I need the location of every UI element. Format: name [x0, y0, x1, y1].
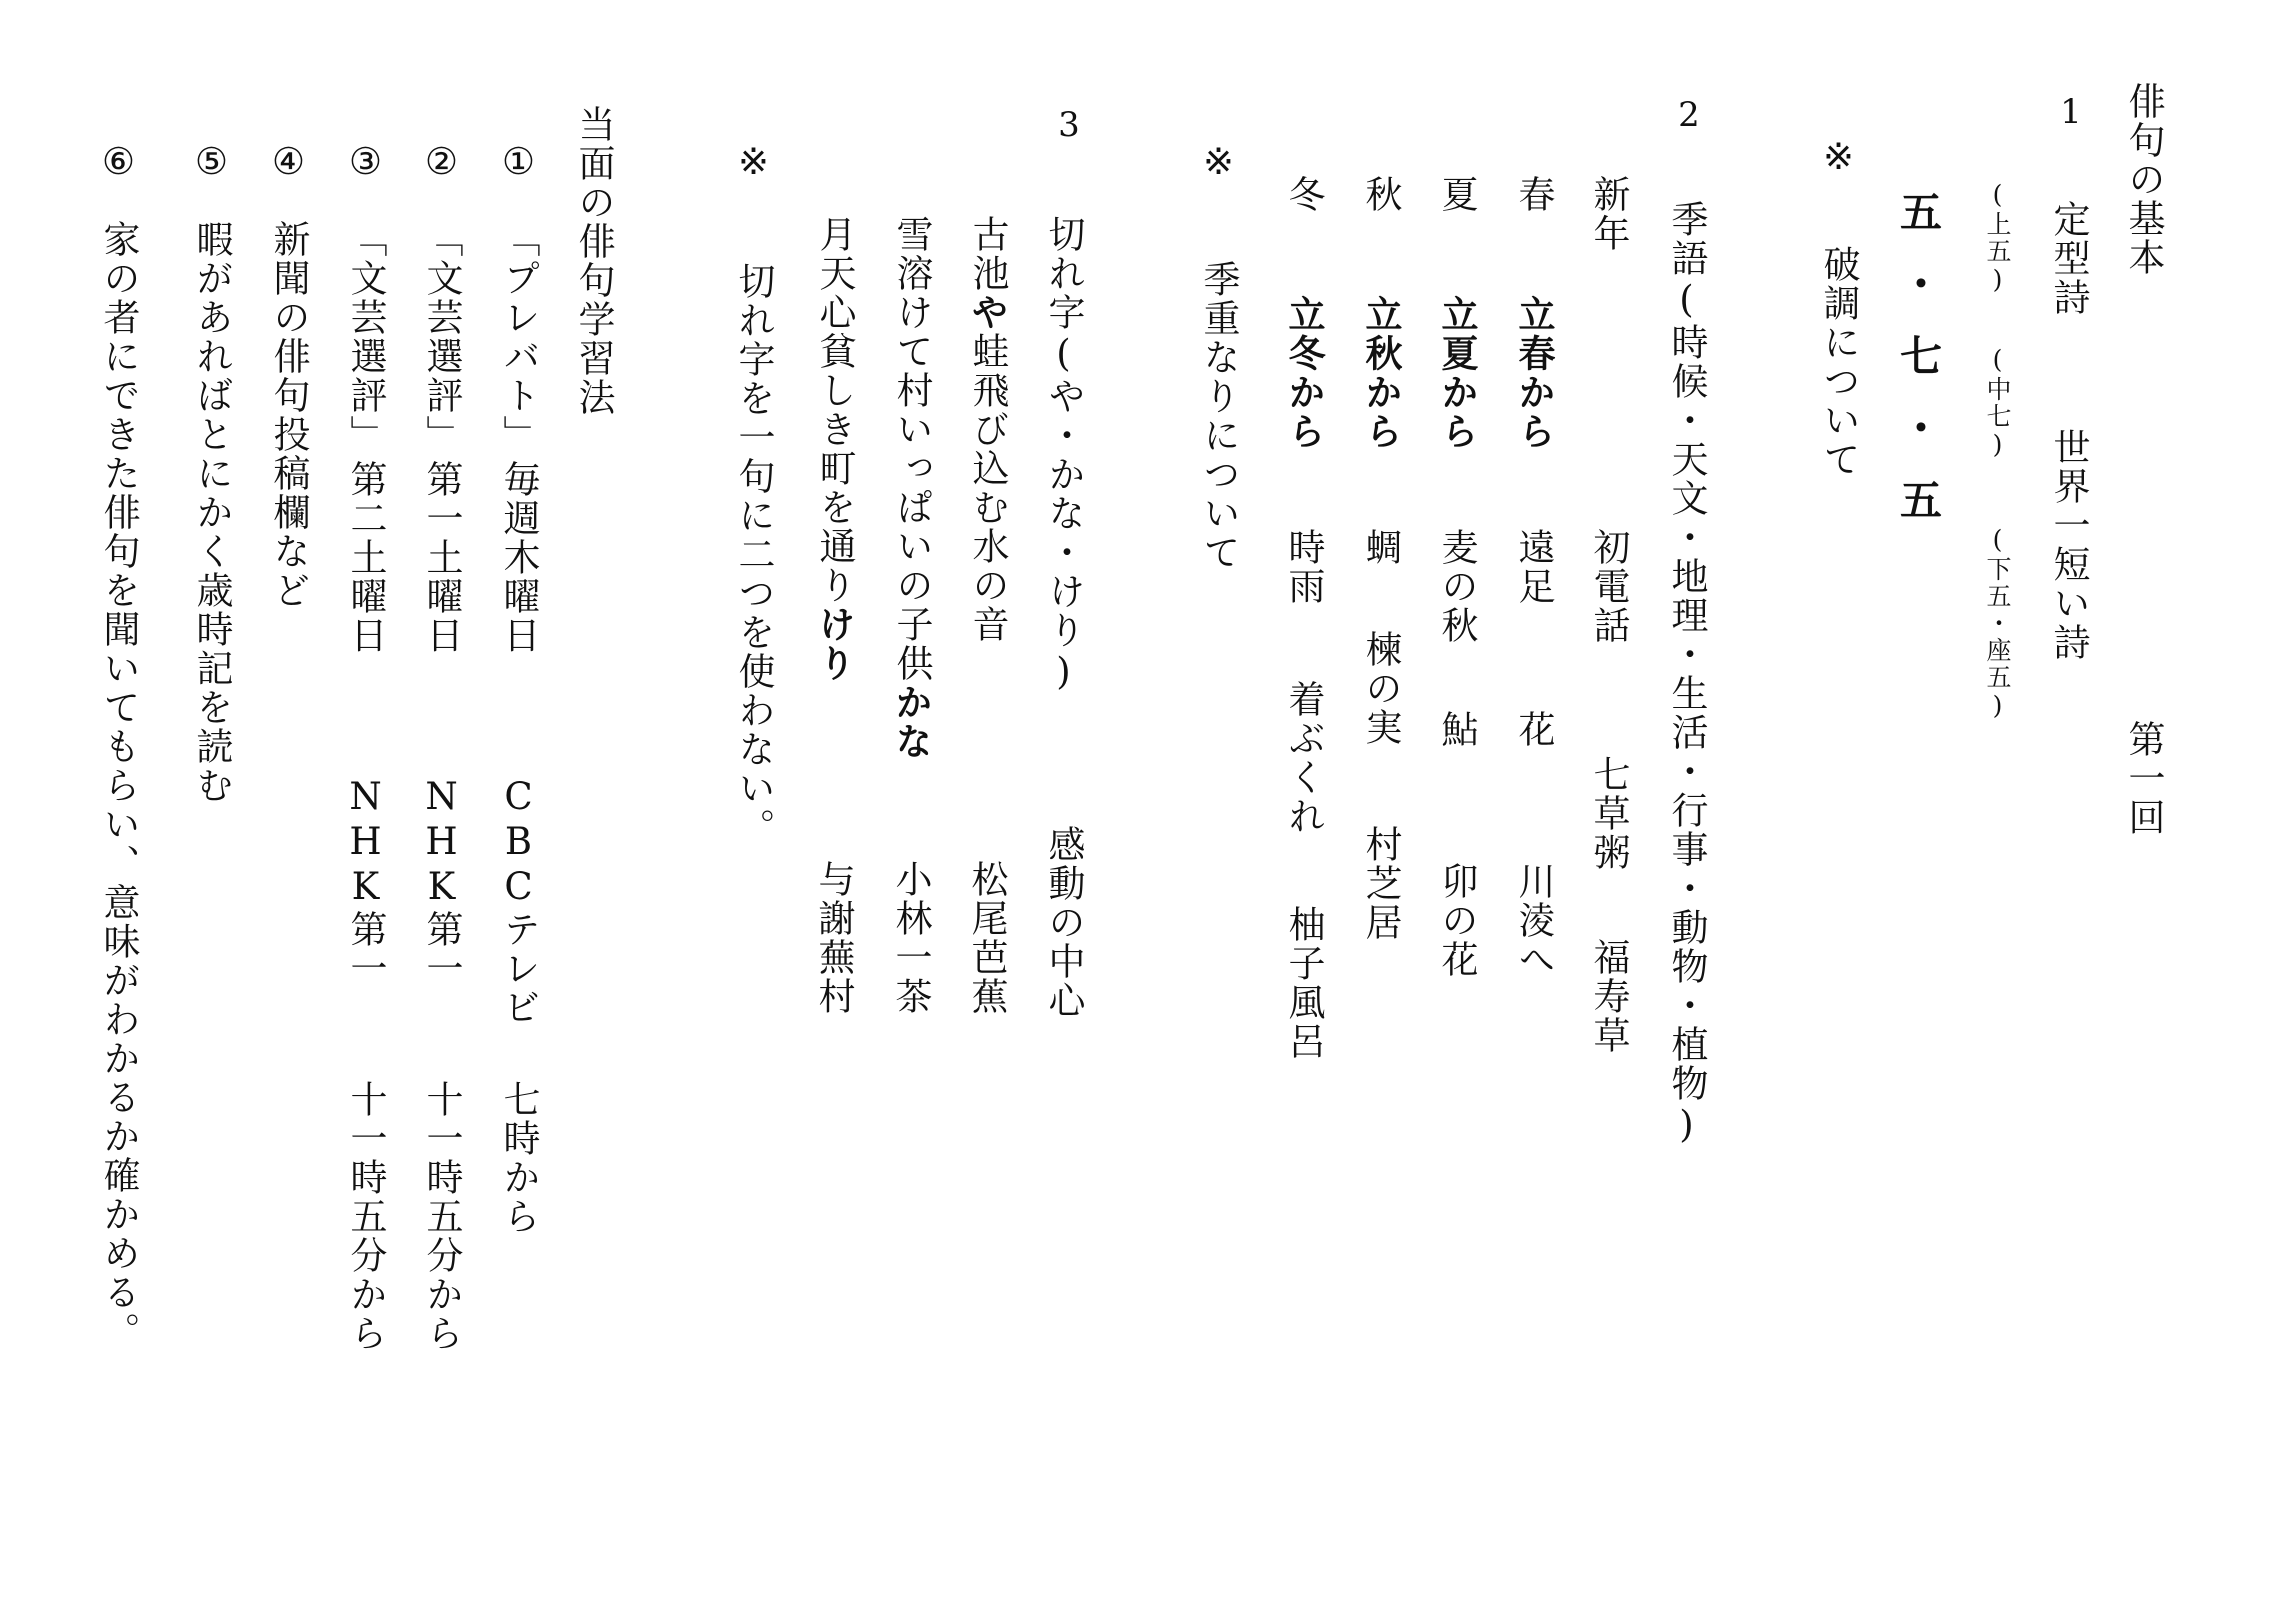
item-title: 「文芸選評」 — [420, 220, 463, 454]
item-day: 毎週木曜日 — [497, 460, 540, 655]
haiku-author: 松尾芭蕉 — [965, 860, 1008, 1016]
item-mark: ② — [420, 140, 463, 185]
haiku-example: 雪溶けて村いっぱいの子供かな — [889, 215, 933, 761]
kigo-word: 楝の実 — [1359, 630, 1402, 747]
item-time: 七時から — [497, 1080, 540, 1236]
kigo-word: 卯の花 — [1435, 862, 1478, 979]
session-label: 第一回 — [2122, 720, 2165, 837]
kigo-word: 村芝居 — [1359, 825, 1402, 942]
season-label: 夏 — [1435, 175, 1478, 214]
section-1-desc: 世界一短い詩 — [2047, 428, 2090, 662]
haiku-example: 月天心貧しき町を通りけり — [812, 215, 856, 683]
kigo-word: 花 — [1512, 710, 1555, 749]
pos-middle: (中七) — [1983, 345, 2012, 461]
s3-note-mark: ※ — [732, 140, 775, 185]
item-title: 新聞の俳句投稿欄など — [267, 220, 310, 610]
study-heading: 当面の俳句学習法 — [572, 105, 615, 417]
kigo-word: 福寿草 — [1587, 938, 1630, 1055]
item-mark: ④ — [267, 140, 310, 185]
haiku-example: 古池や蛙飛び込む水の音 — [965, 215, 1009, 644]
item-day: 第二土曜日 — [344, 460, 387, 655]
pos-lower: (下五・座五) — [1983, 525, 2012, 722]
kigo-word: 遠足 — [1512, 528, 1555, 606]
pos-upper: (上五) — [1983, 180, 2012, 296]
section-2-number: 2 — [1669, 95, 1709, 137]
section-1-label: 定型詩 — [2047, 200, 2090, 317]
item-channel: NHK第一 — [344, 775, 387, 988]
season-label: 秋 — [1359, 175, 1402, 214]
season-label: 春 — [1512, 175, 1555, 214]
item-mark: ③ — [344, 140, 387, 185]
season-label: 冬 — [1282, 175, 1325, 214]
s3-note: 切れ字を一句に二つを使わない。 — [732, 262, 775, 847]
season-label: 新年 — [1587, 175, 1630, 253]
item-title: 暇があればとにかく歳時記を読む — [190, 220, 233, 805]
section-3-center: 感動の中心 — [1042, 825, 1085, 1020]
season-start: 立春から — [1512, 295, 1556, 451]
kigo-word: 初電話 — [1587, 528, 1630, 645]
s2-note-mark: ※ — [1197, 140, 1240, 185]
kigo-word: 蜩 — [1359, 528, 1402, 567]
item-channel: NHK第一 — [420, 775, 463, 988]
season-start: 立夏から — [1435, 295, 1479, 451]
haiku-author: 小林一茶 — [889, 860, 932, 1016]
kigo-word: 麦の秋 — [1435, 528, 1478, 645]
document-title: 俳句の基本 — [2122, 82, 2165, 277]
s1-note-mark: ※ — [1817, 135, 1860, 180]
item-time: 十一時五分から — [420, 1080, 463, 1353]
item-day: 第一土曜日 — [420, 460, 463, 655]
s1-note: 破調について — [1817, 245, 1860, 479]
section-1-number: 1 — [2051, 92, 2091, 134]
item-title: 「文芸選評」 — [344, 220, 387, 454]
item-mark: ⑤ — [190, 140, 233, 185]
section-3-heading: 切れ字(や・かな・けり) — [1042, 215, 1085, 695]
item-channel: CBCテレビ — [497, 775, 540, 1027]
kigo-word: 着ぶくれ — [1282, 680, 1325, 836]
kigo-word: 鮎 — [1435, 710, 1478, 749]
section-2-heading: 季語(時候・天文・地理・生活・行事・動物・植物) — [1665, 200, 1708, 1148]
haiku-author: 与謝蕪村 — [812, 860, 855, 1016]
kigo-word: 川淩へ — [1512, 862, 1555, 979]
s2-note: 季重なりについて — [1197, 260, 1240, 572]
season-start: 立秋から — [1359, 295, 1403, 451]
item-mark: ⑥ — [97, 140, 140, 185]
kigo-word: 時雨 — [1282, 528, 1325, 606]
section-3-number: 3 — [1049, 105, 1089, 147]
syllable-pattern: 五・七・五 — [1894, 190, 1943, 550]
item-title: 家の者にできた俳句を聞いてもらい、意味がわかるか確かめる。 — [97, 220, 140, 1351]
item-time: 十一時五分から — [344, 1080, 387, 1353]
kigo-word: 七草粥 — [1587, 755, 1630, 872]
item-title: 「プレバト」 — [497, 220, 540, 454]
kigo-word: 柚子風呂 — [1282, 905, 1325, 1061]
item-mark: ① — [497, 140, 540, 185]
season-start: 立冬から — [1282, 295, 1326, 451]
